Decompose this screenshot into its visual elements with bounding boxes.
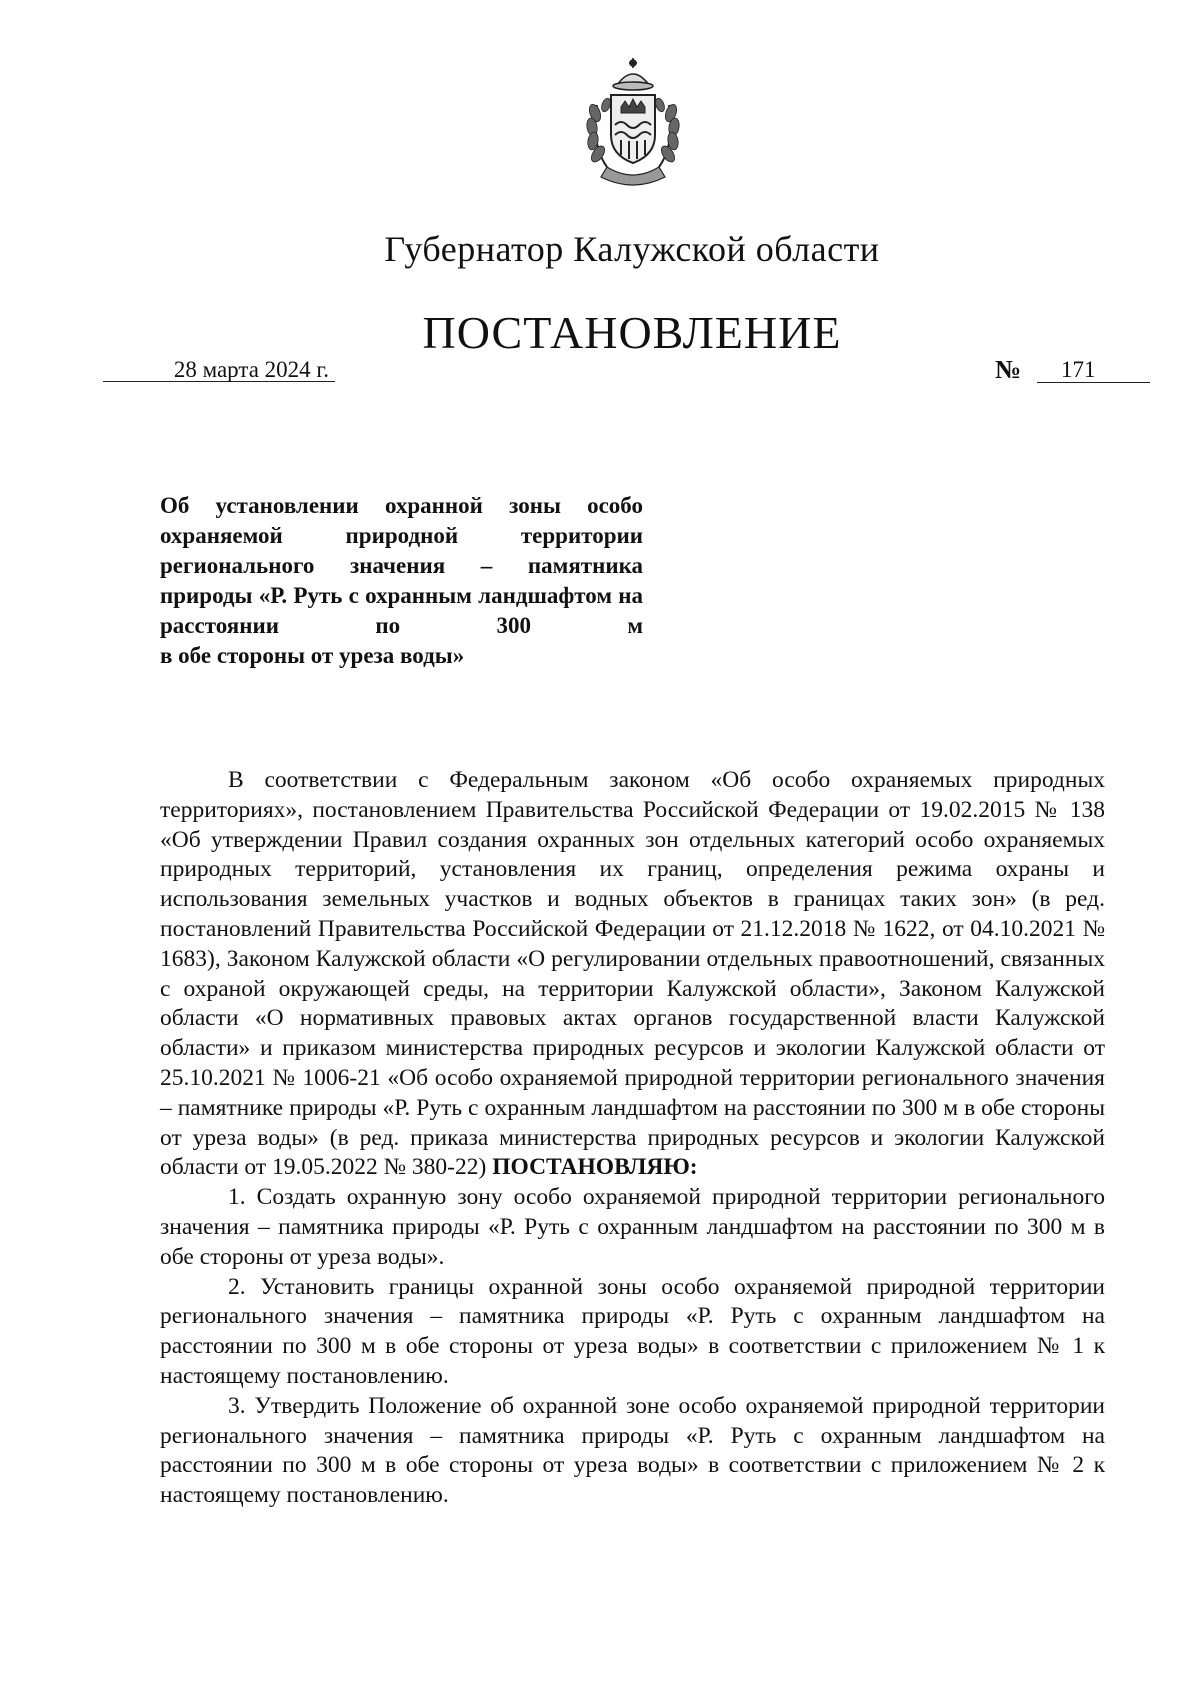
item-2: 2. Установить границы охранной зоны особо охраняемой природной территории регионального значения – памятника природы «Р. Руть с охранным ландшафтом на расстоянии по 300 м в обе стороны от уреза воды» в соответствии с приложением № 1 к настоящему постановлению.: [160, 1273, 1105, 1389]
item-3: 3. Утвердить Положение об охранной зоне особо охраняемой природной территории регионального значения – памятника природы «Р. Руть с охранным ландшафтом на расстоянии по 300 м в обе стороны от уреза воды» в соответствии с приложением № 2 к настоящему постановлению.: [160, 1392, 1105, 1509]
document-body: [160, 766, 1105, 1511]
number-sign: №: [995, 355, 1022, 384]
decree-word: ПОСТАНОВЛЯЮ:: [492, 1154, 698, 1181]
document-type: ПОСТАНОВЛЕНИЕ: [422, 307, 842, 358]
preamble-text: В соответствии с Федеральным законом «Об особо охраняемых природных территориях», постановлением Правительства Российской Федерации от 19.02.2015 № 138 «Об утверждении Правил создания охранных зон отдельных категорий особо охраняемых природных территорий, установления их границ, определения режима охраны и использования земельных участков и водных объектов в границах таких зон» (в ред. постановлений Правительства Российской Федерации от 21.12.2018 № 1622, от 04.10.2021 № 1683), Законом Калужской области «О регулировании отдельных правоотношений, связанных с охраной окружающей среды, на территории Калужской области», Законом Калужской области «О нормативных правовых актах органов государственной власти Калужской области» и приказом министерства природных ресурсов и экологии Калужской области от 25.10.2021 № 1006-21 «Об особо охраняемой природной территории регионального значения – памятнике природы «Р. Руть с охранным ландшафтом на расстоянии по 300 м в обе стороны от уреза воды» (в ред. приказа министерства природных ресурсов и экологии Калужской области от 19.05.2022 № 380-22): [160, 767, 1105, 1181]
item-1: 1. Создать охранную зону особо охраняемой природной территории регионального значения – памятника природы «Р. Руть с охранным ландшафтом на расстоянии по 300 м в обе стороны от уреза воды».: [160, 1184, 1105, 1270]
document-subject-last-line: в обе стороны от уреза воды»: [160, 643, 465, 668]
document-number-block: [995, 356, 1150, 384]
org-title: Губернатор Калужской области: [384, 229, 880, 269]
kaluga-coat-of-arms-icon: [573, 55, 693, 190]
document-subject: Об установлении охранной зоны особо охраняемой природной территории регионального значения – памятника природы «Р. Руть с охранным ландшафтом на расстоянии по 300 м: [160, 493, 643, 638]
document-number: 171: [1037, 358, 1150, 383]
preamble-paragraph: [160, 766, 1105, 1183]
document-date: 28 марта 2024 г.: [103, 358, 335, 382]
